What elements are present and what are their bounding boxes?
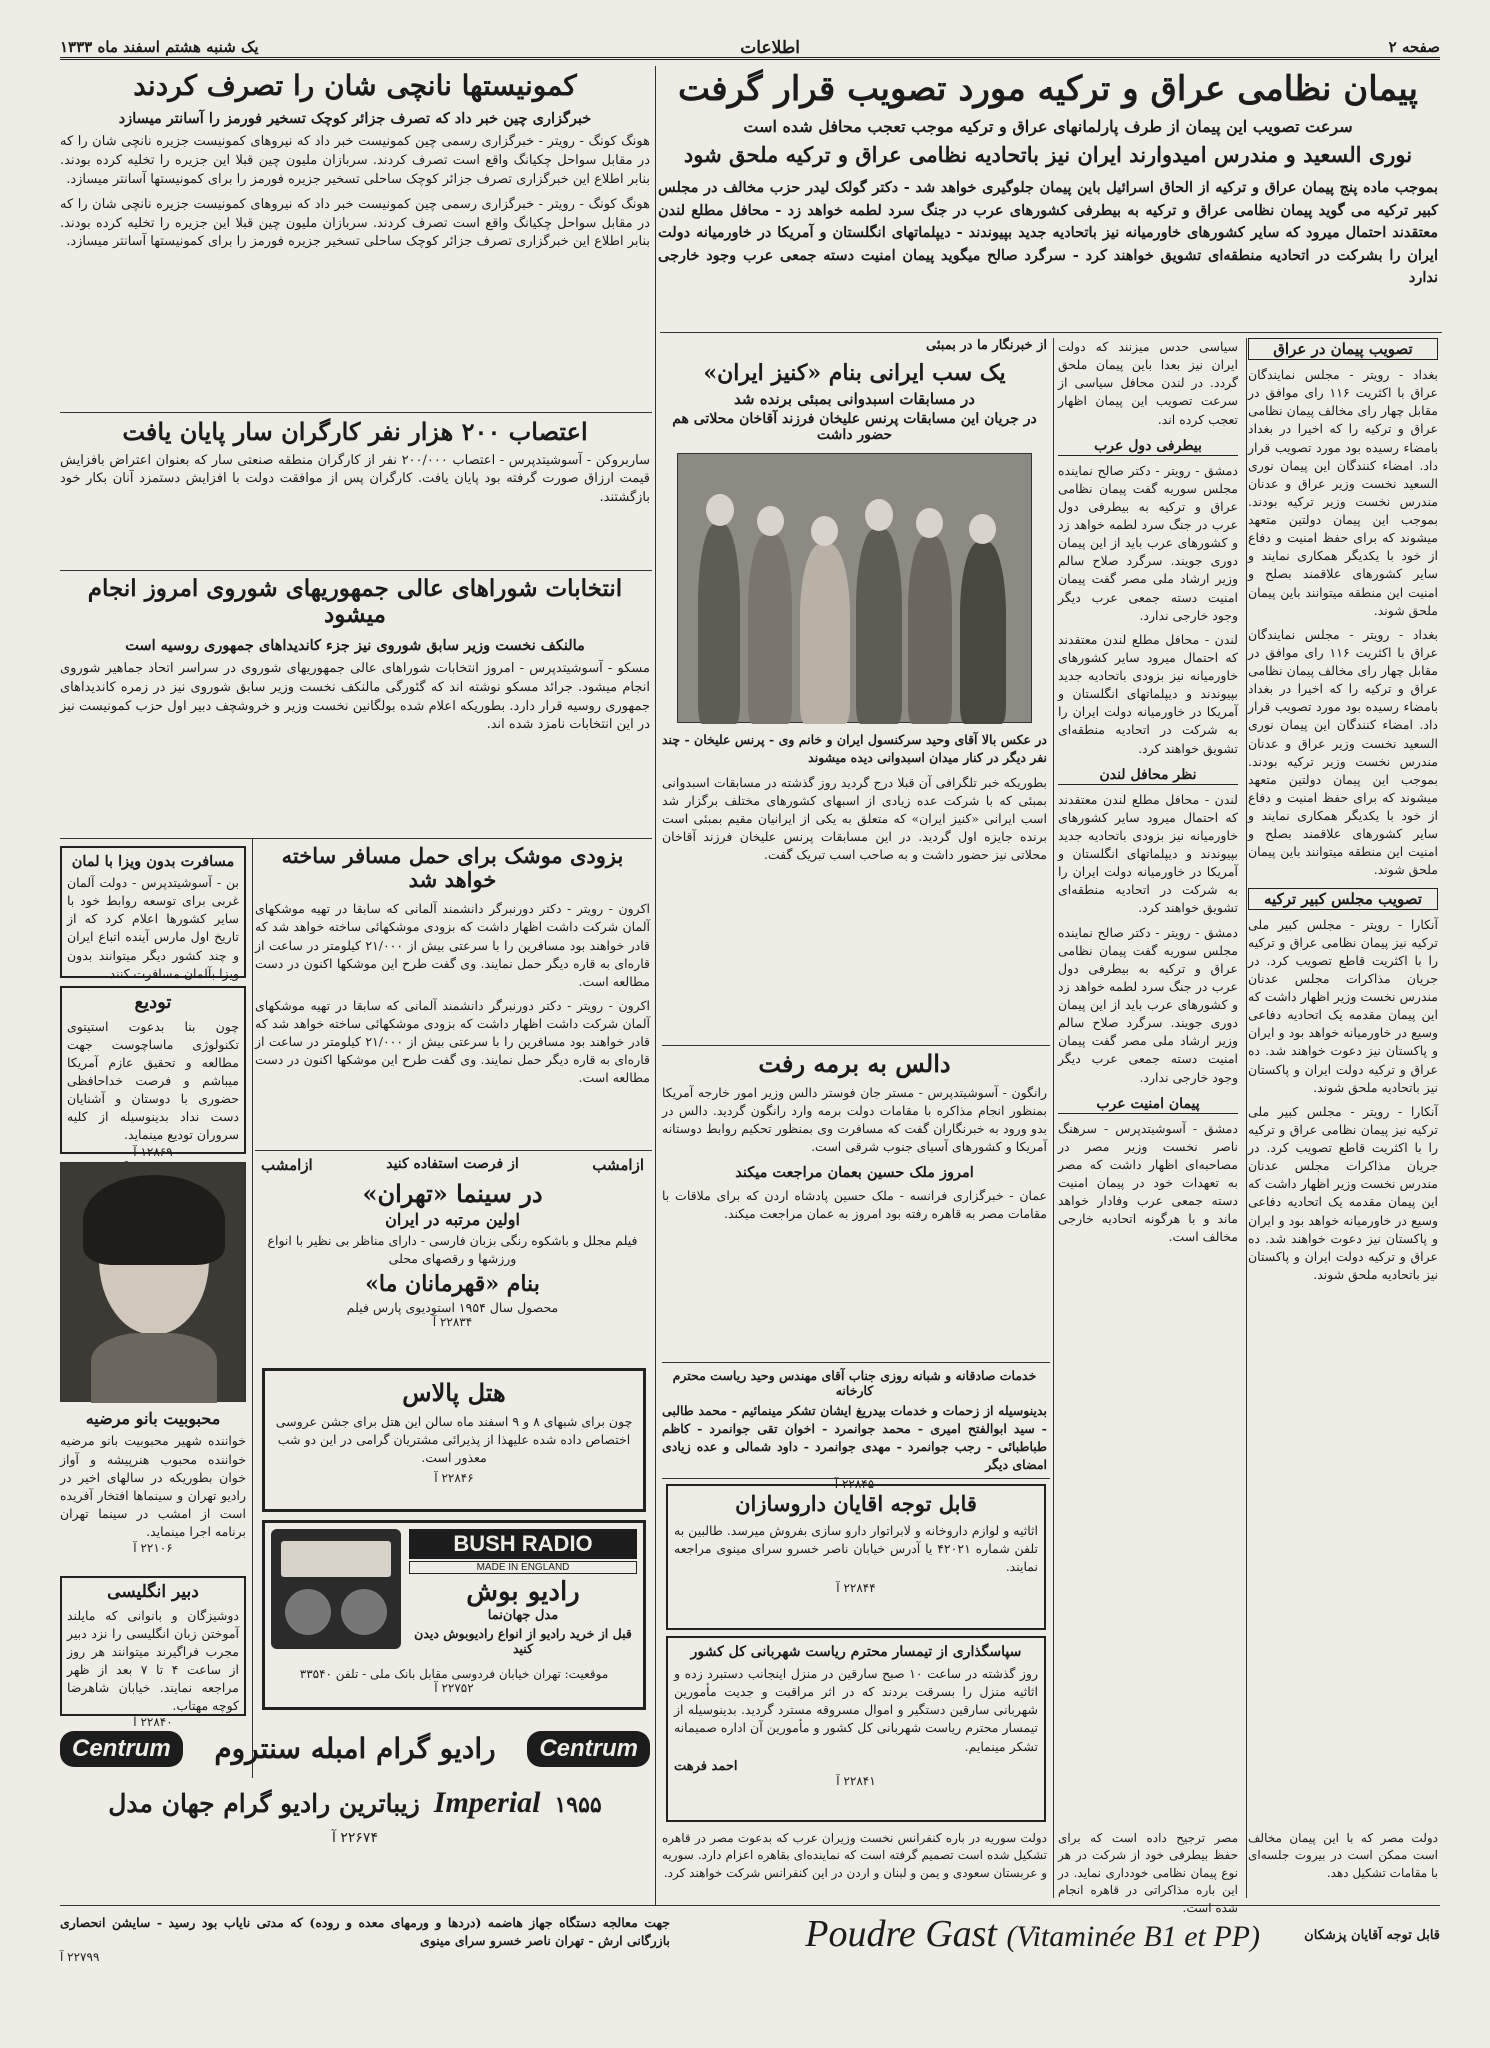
portrait-photo	[60, 1162, 246, 1402]
english-box	[60, 1576, 246, 1730]
portrait-text: خواننده شهیر محبوبیت بانو مرضیه خواننده محبوب هنرپیشه و آواز خوان بطوریکه در سالهای اخیر در رادیو تهران و سینماها افتخار آفریده است از امشب در سینما تهران برنامه اجرا مینماید.	[60, 1433, 246, 1540]
farewell-box	[60, 986, 246, 1159]
paper-name: اطلاعات	[740, 38, 800, 58]
cinema-title: بنام «قهرمانان ما»	[365, 1270, 540, 1297]
ccr-text-3: لندن - محافل مطلع لندن معتقدند که احتمال میرود سایر کشورهای خاورمیانه نیز بزودی باتحادیه جدید بپیوندند و دیپلماتهای انگلستان و آمریکا در خاورمیانه دولت ایران را به شرکت در اتحادیه منطقه‌ای تشویق خواهند کرد.	[1058, 791, 1238, 916]
cinema-venue: در سینما «تهران»	[362, 1179, 543, 1208]
travel-box	[60, 846, 246, 981]
farewell-text: چون بنا بدعوت استیتوی تکنولوژی ماساچوست جهت مطالعه و تحقیق عازم آمریکا میباشم و فرصت خداحافظی حضوری با دوستان و آشنایان دست نداد بدینوسیله از کلیه سروران تودیع مینماید.	[67, 1018, 239, 1143]
ccr-text-2b: لندن - محافل مطلع لندن معتقدند که احتمال میرود سایر کشورهای خاورمیانه نیز بزودی باتحادیه جدید بپیوندند و دیپلماتهای انگلستان و آمریکا در خاورمیانه دولت ایران را به شرکت در اتحادیه منطقه‌ای تشویق خواهند کرد.	[1058, 631, 1238, 756]
cinema-production: محصول سال ۱۹۵۴ استودیوی پارس فیلم	[346, 1300, 559, 1316]
english-headline: دبیر انگلیسی	[107, 1582, 199, 1602]
missile-story	[255, 844, 650, 1144]
police-signature: احمد فرهت	[674, 1758, 738, 1774]
bush-text: قبل از خرید رادیو از انواع رادیوبوش دیدن کنید	[414, 1625, 632, 1656]
communists-text-b: هونگ کونگ - رویتر - خبرگزاری رسمی چین کمونیست خبر داد که نیروهای کمونیست جزیره نانچی شان را که در مقابل سواحل چکیانگ واقع است تصرف کردند. سربازان ملیون چین قبلا این جزیره را تخلیه کرده بودند. بنابر اطلاع این خبرگزاری تصرف جزائر کوچک ساحلی تسخیر جزیره فورمز را برای کمونیستها آسانتر میسازد.	[60, 196, 650, 250]
bottom-text-d: دولت مصر که با این پیمان مخالف است ممکن است در بیروت جلسه‌ای با مقامات تشکیل دهد.	[1248, 1831, 1438, 1880]
col-right-text-1b: بغداد - رویتر - مجلس نمایندگان عراق با اکثریت ۱۱۶ رای موافق در مقابل چهار رای مخالف پیمان نظامی عراق و ترکیه را که اخیرا در بغداد بامضاء رسیده بود مورد تصویب قرار داد. امضاء کنندگان این پیمان نوری السعید نخست وزیر عراق و عدنان مندرس نخست وزیر ترکیه بودند. بموجب این پیمان دولتین متعهد میشوند که برای حفظ امنیت و دفاع از خود با یکدیگر همکاری نمایند و سایر کشورهای علاقمند بصلح و امنیت این منطقه میتوانند باین پیمان ملحق شوند.	[1248, 626, 1438, 878]
hotel-text: چون برای شبهای ۸ و ۹ اسفند ماه سالن این هتل برای جشن عروسی اختصاص داده شده علیهذا از پذیرائی مشتریان گرامی در این دو شب معذور است.	[275, 1413, 633, 1465]
farewell-code: ۱۲۸۶۹ آ	[133, 1144, 173, 1159]
photo-subhead: در مسابقات اسبدوانی بمبئی برنده شد	[734, 390, 975, 409]
pharmacy-ad	[666, 1484, 1046, 1630]
column-rule	[1246, 338, 1247, 1898]
cinema-tag-right: ازامشب	[592, 1156, 644, 1174]
section-rule	[255, 1150, 652, 1151]
section-rule	[662, 1362, 1050, 1363]
centrum-persian: رادیو گرام امبله سنتروم	[214, 1731, 496, 1765]
police-code: ۲۲۸۴۱ آ	[836, 1773, 876, 1788]
portrait-ad	[60, 1162, 246, 1562]
missile-text-b: اکرون - رویتر - دکتر دورنبرگر دانشمند آلمانی که سابقا در تهیه موشکهای آلمان شرکت داشت اظهار داشت که بزودی موشکهائی ساخته خواهد شد که قادر خواهند بود مسافرین را با سرعتی بیش از ۲۱/۰۰۰ کیلومتر در ساعت از قاره‌ای به قاره دیگر حمل نمایند. وی گفت طرح این موشکها اکنون در دست مطالعه است.	[255, 997, 650, 1086]
section-turkey: تصویب مجلس کبیر ترکیه	[1248, 888, 1438, 910]
section-rule	[60, 570, 652, 571]
thanks-text: بدینوسیله از زحمات و خدمات بیدریغ ایشان تشکر مینمائیم - محمد طالبی - سید ابوالفتح امیری - محمد جوانمرد - اخوان تقی جوانمرد - کاظم طباطبائی - رجب جوانمرد - مهدی جوانمرد - داود شمالی و عده زیادی امضای دیگر	[662, 1403, 1047, 1473]
cinema-desc: فیلم مجلل و باشکوه رنگی بزبان فارسی - دارای مناظر بی نظیر با انواع ورزشها و رقصهای محلی	[267, 1232, 638, 1266]
gast-brand-line	[805, 1912, 1260, 1956]
photo-racecourse	[677, 453, 1032, 723]
gast-ad	[60, 1910, 1440, 1970]
cinema-intro: از فرصت استفاده کنید	[386, 1156, 519, 1172]
cinema-tag-left: ازامشب	[261, 1156, 313, 1174]
missile-text: اکرون - رویتر - دکتر دورنبرگر دانشمند آلمانی که سابقا در تهیه موشکهای آلمان شرکت داشت اظهار داشت که بزودی موشکهائی ساخته خواهد شد که قادر خواهند بود مسافرین را با سرعتی بیش از ۲۱/۰۰۰ کیلومتر در ساعت از قاره‌ای به قاره دیگر حمل نمایند. وی گفت طرح این موشکها اکنون در دست مطالعه است.	[255, 901, 650, 989]
page-header	[60, 34, 1440, 60]
col-right-text-2b: آنکارا - رویتر - مجلس کبیر ملی ترکیه نیز پیمان نظامی عراق و ترکیه را با اکثریت قاطع تصویب کرد. در جریان مذاکرات مجلس عدنان مندرس نخست وزیر اظهار داشت که این پیمان مقدمه یک اتحادیه دفاعی وسیع در خاورمیانه خواهد بود و ایران و پاکستان نیز دعوت خواهند شد. ده عراق و ترکیه دولت ایران و پاکستان نیز باتحادیه ملحق شوند.	[1248, 1103, 1438, 1282]
thanks-code: ۲۲۸۴۵ آ	[834, 1476, 875, 1491]
centrum-logo-right: Centrum	[60, 1731, 183, 1767]
section-arab-neutrality: بیطرفی دول عرب	[1058, 437, 1238, 456]
gast-note-left: جهت معالجه دستگاه جهاز هاضمه (دردها و ورمهای معده و روده) که مدتی نایاب بود رسید - سایشن انحصاری بازرگانی ارش - تهران ناصر خسرو سرای مینوی	[60, 1915, 670, 1949]
english-code: ۲۲۸۴۰ آ	[133, 1715, 173, 1730]
english-text: دوشیزگان و بانوانی که مایلند آموختن زبان انگلیسی را نزد دبیر مجرب فراگیرند میتوانند هر روز از ساعت ۴ تا ۷ بعد از ظهر مراجعه نمایند. خیابان شاهرضا کوچه مهتاب.	[67, 1607, 240, 1714]
pharmacy-code: ۲۲۸۴۴ آ	[836, 1580, 876, 1595]
bush-radio-ad	[262, 1520, 646, 1710]
bush-made: MADE IN ENGLAND	[409, 1561, 637, 1574]
hotel-code: ۲۲۸۴۶ آ	[434, 1470, 474, 1485]
dulles-section: امروز ملک حسین بعمان مراجعت میکند	[735, 1164, 974, 1182]
main-lead: بموجب ماده پنج پیمان عراق و ترکیه از الحاق اسرائیل باین پیمان جلوگیری خواهد شد - دکتر گولک لیدر حزب مخالف در مجلس کبیر ترکیه می گوید پیمان نظامی عراق و ترکیه به بیطرفی کشورهای عرب در جنگ سرد لطمه خواهد زد - محافل مطلع لندن معتقدند احتمال میرود که سایر کشورهای خاورمیانه نیز باتحادیه جدید بپیوندند - دیپلماتهای انگلستان و آمریکا در خاورمیانه دولت ایران را بشرکت در اتحادیه منطقه‌ای تشویق خواهند کرد - سرگرد صالح میگوید پیمان امنیت دسته جمعی عرب وجود خارجی ندارد	[658, 179, 1438, 286]
cinema-ad	[255, 1156, 650, 1356]
bottom-fragment-right	[1248, 1830, 1438, 1902]
thanks-headline: خدمات صادقانه و شبانه روزی جناب آقای مهندس وحید ریاست محترم کارخانه	[672, 1368, 1037, 1398]
photo-subhead-2: در جریان این مسابقات پرنس علیخان فرزند آقاخان محلاتی هم حضور داشت	[672, 411, 1037, 444]
police-headline: سپاسگذاری از تیمسار محترم ریاست شهربانی کل کشور	[690, 1644, 1022, 1660]
communists-story	[60, 70, 650, 410]
main-subhead-1: سرعت تصویب این پیمان از طرف پارلمانهای عراق و ترکیه موجب تعجب محافل شده است	[743, 117, 1353, 137]
dulles-headline: دالس به برمه رفت	[758, 1049, 951, 1078]
bottom-text-a: دولت سوریه در باره کنفرانس نخست وزیران عرب که بدعوت مصر در قاهره تشکیل شده است تصمیم گرفته است که نماینده‌ای بقاهره اعزام دارد. سوریه و عربستان سعودی و یمن و لبنان و اردن در این کنفرانس شرکت خواهند کرد.	[662, 1831, 1047, 1880]
section-arab-security: پیمان امنیت عرب	[1058, 1095, 1238, 1114]
radio-illustration	[271, 1529, 401, 1649]
spacer	[662, 1830, 663, 1831]
column-rule	[655, 66, 656, 1906]
col-right-text-1: بغداد - رویتر - مجلس نمایندگان عراق با اکثریت ۱۱۶ رای موافق در مقابل چهار رای مخالف پیمان نظامی عراق و ترکیه را که اخیرا در بغداد بامضاء رسیده بود مورد تصویب قرار داد. امضاء کنندگان این پیمان نوری السعید نخست وزیر عراق و عدنان مندرس نخست وزیر ترکیه بودند. بموجب این پیمان دولتین متعهد میشوند که برای حفظ امنیت و دفاع از خود با یکدیگر همکاری نمایند و سایر کشورهای علاقمند بصلح و امنیت این منطقه میتوانند باین پیمان ملحق شوند.	[1248, 367, 1438, 618]
dulles-text-2: عمان - خبرگزاری فرانسه - ملک حسین پادشاه اردن که برای ملاقات با مقامات مصر به قاهره رفته بود امروز به عمان مراجعت میکند.	[662, 1188, 1047, 1222]
centrum-ad	[60, 1724, 650, 1902]
column-rule	[252, 838, 253, 1778]
portrait-name: محبوبیت بانو مرضیه	[85, 1409, 221, 1428]
strike-headline: اعتصاب ۲۰۰ هزار نفر کارگران سار پایان یافت	[122, 417, 588, 446]
photo-kicker: از خبرنگار ما در بمبئی	[926, 338, 1047, 353]
elections-headline: انتخابات شوراهای عالی جمهوریهای شوروی امروز انجام میشود	[87, 575, 623, 629]
gast-sub: (Vitaminée B1 et PP)	[1006, 1920, 1260, 1953]
main-subhead-2: نوری السعید و مندرس امیدوارند ایران نیز باتحادیه نظامی عراق و ترکیه ملحق شود	[683, 142, 1413, 168]
communists-subhead: خبرگزاری چین خبر داد که تصرف جزائر کوچک تسخیر فورمز را آسانتر میسازد	[118, 110, 592, 128]
hotel-ad	[262, 1368, 646, 1512]
col-right	[1248, 338, 1438, 1898]
dulles-story	[662, 1050, 1047, 1350]
photo-headline: یک سب ایرانی بنام «کنیز ایران»	[703, 360, 1006, 386]
column-rule	[1053, 338, 1054, 1898]
section-rule	[662, 1478, 1050, 1479]
travel-headline: مسافرت بدون ویزا با لمان	[71, 853, 235, 870]
hotel-name: هتل پالاس	[402, 1378, 506, 1407]
travel-text: بن - آسوشیتدپرس - دولت آلمان غربی برای توسعه روابط خود با سایر کشورها اعلام کرد که از تاریخ اول مارس آینده اتباع ایران و چند کشور دیگر میتوانند بدون ویزا بآلمان مسافرت کنند.	[67, 875, 239, 981]
bottom-fragment-center-right	[1058, 1830, 1238, 1915]
ccr-text-2: دمشق - رویتر - دکتر صالح نماینده مجلس سوریه گفت پیمان نظامی عراق و ترکیه به بیطرفی دول عرب در جنگ سرد لطمه خواهد زد و کشورهای عرب باید از این پیمان دوری جویند. سرگرد صلاح سالم وزیر ارشاد ملی مصر گفت پیمان امنیت دسته جمعی عرب دیگر وجود خارجی ندارد.	[1058, 462, 1238, 623]
bush-address: موقعیت: تهران خیابان فردوسی مقابل بانک ملی - تلفن ۳۳۵۴۰	[299, 1667, 609, 1681]
page-number: صفحه ۲	[1388, 38, 1440, 56]
issue-date: یک شنبه هشتم اسفند ماه ۱۳۳۳	[60, 38, 259, 56]
bush-slogan: مدل جهان‌نما	[487, 1607, 559, 1623]
bush-code: ۲۲۷۵۲ آ	[434, 1681, 474, 1695]
gast-code: ۲۲۷۹۹ آ	[60, 1950, 100, 1964]
section-rule	[662, 1045, 1050, 1046]
section-rule	[60, 412, 652, 413]
main-headline: پیمان نظامی عراق و ترکیه مورد تصویب قرار گرفت	[677, 69, 1418, 109]
centrum-model: Imperial	[433, 1786, 541, 1819]
pharmacy-text: اثاثیه و لوازم داروخانه و لابراتوار دارو سازی بفروش میرسد. طالبین به تلفن شماره ۴۲۰۲۱ یا آدرس خیابان ناصر خسرو سرای مینوی مراجعه نمایند.	[674, 1523, 1038, 1575]
ccr-text-1: سیاسی حدس میزنند که دولت ایران نیز بعدا باین پیمان ملحق گردد. در لندن محافل سیاسی از سرعت تصویب این پیمان اظهار تعجب کرده اند.	[1058, 339, 1238, 427]
main-story	[658, 70, 1438, 330]
photo-caption: در عکس بالا آقای وحید سرکنسول ایران و خانم وی - پرنس علیخان - چند نفر دیگر در کنار میدان اسبدوانی دیده میشوند	[662, 732, 1047, 766]
ccr-text-3b: دمشق - رویتر - دکتر صالح نماینده مجلس سوریه گفت پیمان نظامی عراق و ترکیه به بیطرفی دول عرب در جنگ سرد لطمه خواهد زد و کشورهای عرب باید از این پیمان دوری جویند. سرگرد صلاح سالم وزیر ارشاد ملی مصر گفت پیمان امنیت دسته جمعی عرب دیگر وجود خارجی ندارد.	[1058, 924, 1238, 1085]
farewell-headline: تودیع	[134, 992, 172, 1013]
photo-text: بطوریکه خبر تلگرافی آن قبلا درج گردید روز گذشته در مسابقات اسبدوانی بمبئی که با شرکت عده زیادی از اسبهای کشورهای مختلف برگزار شد اسب ایرانی «کنیز ایران» که متعلق به یکی از ایرانیان مقیم بمبئی است برنده جایزه اول گردید. در این مسابقات پرنس علیخان فرزند آقاخان محلاتی نیز حضور داشت و به صاحب اسب تبریک گفت.	[662, 774, 1047, 863]
thanks-notice	[662, 1368, 1047, 1491]
col-center-right	[1058, 338, 1238, 1898]
bottom-fragment-center	[662, 1830, 1047, 1902]
communists-headline: کمونیستها نانچی شان را تصرف کردند	[133, 69, 577, 102]
cinema-code: ۲۲۸۳۴ آ	[432, 1315, 473, 1330]
elections-text: مسکو - آسوشیتدپرس - امروز انتخابات شوراهای عالی جمهوریهای شوروی در سراسر اتحاد جماهیر شوروی انجام میشود. جرائد مسکو نوشته اند که گئورگی مالنکف نخست وزیر سابق شوروی نیز در زمره کاندیداهای جمهوری روسیه قرار دارد. بطوریکه اعلام شده بولگانین نخست وزیر و خروشچف دبیر اول حزب کمونیست نیز در این انتخابات نامزد شده اند.	[60, 660, 650, 733]
section-london-view: نظر محافل لندن	[1058, 766, 1238, 785]
section-iraq: تصویب پیمان در عراق	[1248, 338, 1438, 360]
photo-story	[662, 338, 1047, 1048]
missile-headline: بزودی موشک برای حمل مسافر ساخته خواهد شد	[281, 843, 624, 893]
bush-persian: رادیو بوش	[466, 1577, 580, 1607]
gast-note-right: قابل توجه آقایان پزشکان	[1304, 1928, 1440, 1943]
police-thanks	[666, 1636, 1046, 1822]
centrum-code: ۲۲۶۷۴ آ	[332, 1830, 378, 1846]
communists-text: هونگ کونگ - رویتر - خبرگزاری رسمی چین کمونیست خبر داد که نیروهای کمونیست جزیره نانچی شان را که در مقابل سواحل چکیانگ واقع است تصرف کردند. سربازان ملیون چین قبلا این جزیره را تخلیه کرده بودند. بنابر اطلاع این خبرگزاری تصرف جزائر کوچک ساحلی تسخیر جزیره فورمز را برای کمونیستها آسانتر میسازد.	[60, 134, 650, 187]
main-story-rule	[660, 332, 1442, 333]
bottom-text-c: مصر ترجیح داده است که برای حفظ بیطرفی خود از شرکت در هر نوع پیمان نظامی خودداری نماید. در این باره مذاکراتی در قاهره انجام شده است.	[1058, 1831, 1238, 1915]
centrum-line2: زیباترین رادیو گرام جهان مدل	[108, 1789, 420, 1818]
portrait-code: ۲۲۱۰۶ آ	[133, 1541, 173, 1556]
centrum-year: ۱۹۵۵	[554, 1792, 602, 1818]
col-right-text-2: آنکارا - رویتر - مجلس کبیر ملی ترکیه نیز پیمان نظامی عراق و ترکیه را با اکثریت قاطع تصویب کرد. در جریان مذاکرات مجلس عدنان مندرس نخست وزیر اظهار داشت که این پیمان مقدمه یک اتحادیه دفاعی وسیع در خاورمیانه خواهد بود و ایران و پاکستان نیز دعوت خواهند شد. ده عراق و ترکیه دولت ایران و پاکستان نیز باتحادیه ملحق شوند.	[1248, 916, 1438, 1095]
elections-subhead: مالنکف نخست وزیر سابق شوروی نیز جزء کاندیداهای جمهوری روسیه است	[125, 636, 585, 654]
centrum-logo-left: Centrum	[527, 1731, 650, 1767]
elections-story	[60, 576, 650, 836]
strike-story	[60, 418, 650, 568]
pharmacy-headline: قابل توجه اقایان داروسازان	[735, 1491, 977, 1516]
cinema-first: اولین مرتبه در ایران	[385, 1209, 520, 1229]
dulles-text: رانگون - آسوشیتدپرس - مستر جان فوستر دالس وزیر امور خارجه آمریکا بمنظور انجام مذاکره با مقامات دولت برمه وارد رانگون گردید. دالس در بدو ورود به خبرنگاران گفت که مسافرت وی بمنظور تحکیم روابط دوستانه آمریکا و کشورهای آسیای جنوب شرقی است.	[662, 1084, 1047, 1154]
bush-brand: BUSH RADIO	[409, 1529, 637, 1559]
section-rule	[60, 838, 652, 839]
strike-text: ساربروکن - آسوشیتدپرس - اعتصاب ۲۰۰/۰۰۰ نفر از کارگران منطقه صنعتی سار که بعنوان اعتراض بافزایش قیمت ارزاق صورت گرفته بود پایان یافت. کارگران پس از موافقت دولت با افزایش دستمزد آنان بکار خود بازگشتند.	[60, 452, 650, 506]
police-text: روز گذشته در ساعت ۱۰ صبح سارقین در منزل اینجانب دستبرد زده و اثاثیه منزل را بسرقت بردند که در اثر مراقبت و جدیت مأمورین شهربانی سارقین دستگیر و اموال مسروقه مسترد گردید. بدینوسیله از تیمسار محترم ریاست شهربانی کل کشور و مأمورین آن اداره صمیمانه تشکر مینمایم.	[674, 1666, 1038, 1754]
gast-brand: Poudre Gast	[805, 1913, 997, 1955]
ccr-text-4: دمشق - آسوشیتدپرس - سرهنگ ناصر نخست وزیر مصر در مصاحبه‌ای اظهار داشت که مصر به تعهدات خود در پیمان امنیت دسته جمعی عرب وفادار خواهد ماند و با هرگونه اتحادیه خارجی مخالف است.	[1058, 1120, 1238, 1245]
